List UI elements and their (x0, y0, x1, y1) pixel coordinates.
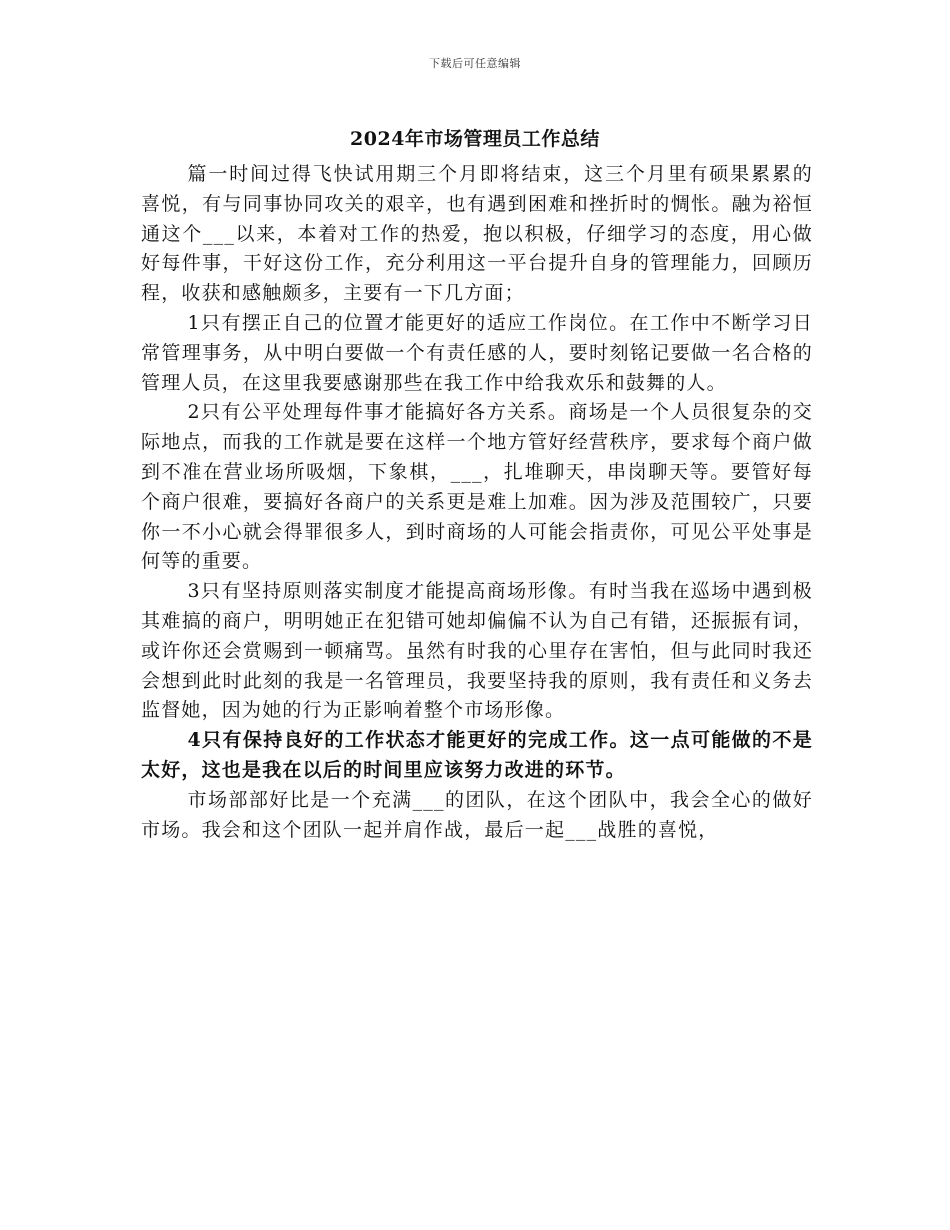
document-title: 2024年市场管理员工作总结 (350, 128, 600, 150)
paragraph-point-1: 1只有摆正自己的位置才能更好的适应工作岗位。在工作中不断学习日常管理事务，从中明白要做一个有责任感的人，要时刻铭记要做一名合格的管理人员，在这里我要感谢那些在我工作中给我欢乐和鼓舞的人。 (141, 311, 813, 394)
paragraph-point-3: 3只有坚持原则落实制度才能提高商场形像。有时当我在巡场中遇到极其难搞的商户，明明她正在犯错可她却偏偏不认为自己有错，还振振有词，或许你还会赏赐到一顿痛骂。虽然有时我的心里存在害怕，但与此同时我还会想到此时此刻的我是一名管理员，我要坚持我的原则，我有责任和义务去监督她，因为她的行为正影响着整个市场形像。 (141, 580, 813, 722)
header-note: 下载后可任意编辑 (429, 57, 521, 70)
document-body (141, 160, 813, 845)
paragraph-intro: 篇一时间过得飞快试用期三个月即将结束，这三个月里有硕果累累的喜悦，有与同事协同攻关的艰辛，也有遇到困难和挫折时的惆怅。融为裕恒通这个___以来，本着对工作的热爱，抱以积极，仔细学习的态度，用心做好每件事，干好这份工作，充分利用这一平台提升自身的管理能力，回顾历程，收获和感触颇多，主要有一下几方面； (141, 163, 813, 305)
paragraph-point-4: 4只有保持良好的工作状态才能更好的完成工作。这一点可能做的不是太好，这也是我在以后的时间里应该努力改进的环节。 (141, 729, 813, 781)
paragraph-closing: 市场部部好比是一个充满___的团队，在这个团队中，我会全心的做好市场。我会和这个团队一起并肩作战，最后一起___战胜的喜悦， (141, 788, 813, 841)
paragraph-point-2: 2只有公平处理每件事才能搞好各方关系。商场是一个人员很复杂的交际地点，而我的工作就是要在这样一个地方管好经营秩序，要求每个商户做到不准在营业场所吸烟，下象棋，___，扎堆聊天，串岗聊天等。要管好每个商户很难，要搞好各商户的关系更是难上加难。因为涉及范围较广，只要你一不小心就会得罪很多人，到时商场的人可能会指责你，可见公平处事是何等的重要。 (141, 401, 813, 573)
